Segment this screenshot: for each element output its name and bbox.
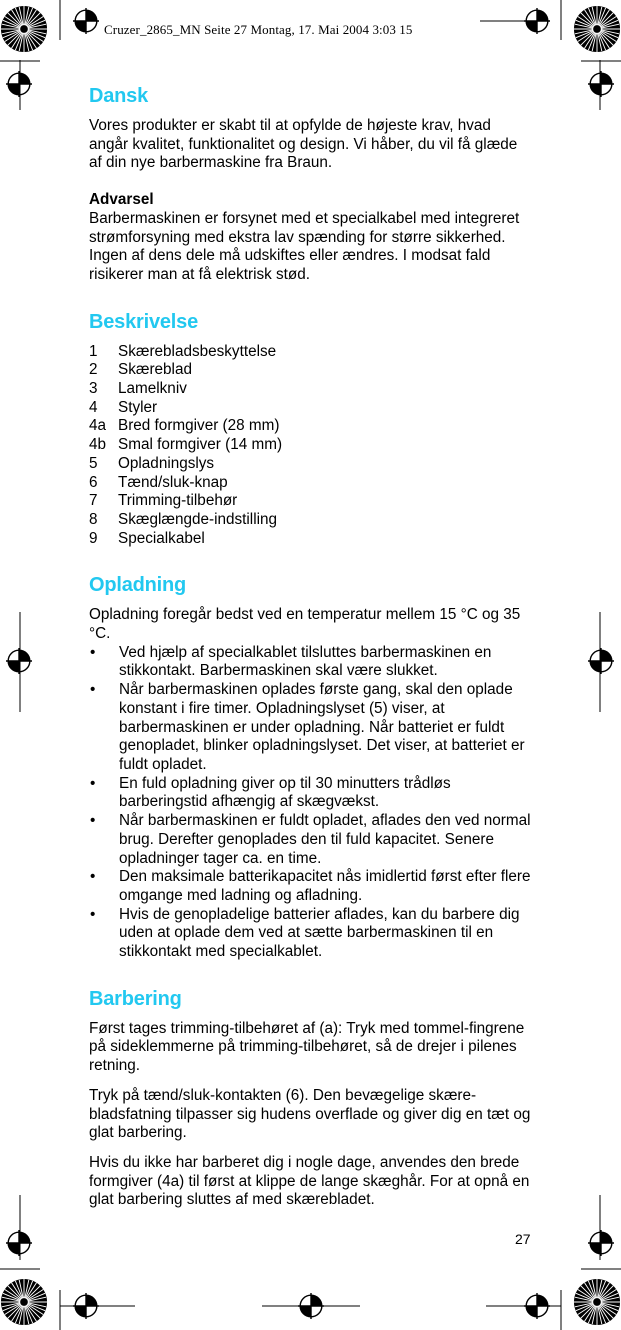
list-item: 1 Skærebladsbeskyttelse [89, 342, 277, 360]
parts-list [89, 343, 534, 549]
section-title-beskrivelse: Beskrivelse [89, 310, 199, 333]
description-section [89, 310, 534, 549]
list-item: • Ved hjælp af specialkablet tilsluttes barbermaskinen en stikkontakt. Barbermaskinen skal være slukket. [90, 643, 492, 680]
shaving-paragraph: Først tages trimming-tilbehøret af (a): Tryk med tommel-fingrene på sideklemmerne på trimming-tilbehøret, så de drejer i pilenes retning. [89, 1019, 525, 1075]
section-title-dansk: Dansk [89, 85, 149, 107]
list-item: • Når barbermaskinen er fuldt opladet, aflades den ved normal brug. Derefter genoplades den til fuld kapacitet. Senere opladninger tager ca. en time. [90, 812, 531, 867]
list-item: 8 Skæglængde-indstilling [89, 510, 278, 528]
intro-paragraph: Vores produkter er skabt til at opfylde de højeste krav, hvad angår kvalitet, funktionalitet og design. Vi håber, du vil få glæde af din nye barbermaskine fra Braun. [89, 117, 518, 172]
list-item: 2 Skæreblad [89, 361, 192, 379]
charging-bullets [89, 644, 534, 962]
list-item: 3 Lamelkniv [89, 380, 187, 398]
list-item: • En fuld opladning giver op til 30 minutters trådløs barberingstid afhængig af skægvækst. [90, 774, 451, 811]
shaving-paragraph: Hvis du ikke har barberet dig i nogle dage, anvendes den brede formgiver (4a) til først at klippe de lange skæghår. For at opnå en glat barbering sluttes af med skærebladet. [89, 1153, 530, 1209]
list-item: 4 Styler [89, 398, 158, 416]
page-content [89, 84, 534, 1235]
list-item: 5 Opladningslys [89, 454, 215, 472]
print-slug: Cruzer_2865_MN Seite 27 Montag, 17. Mai 2004 3:03 15 [104, 22, 413, 37]
section-title-opladning: Opladning [89, 574, 187, 597]
list-item: 4a Bred formgiver (28 mm) [89, 417, 280, 435]
list-item: • Hvis de genopladelige batterier aflades, kan du barbere dig uden at oplade dem ved at sætte barbermaskinen til en stikkontakt med specialkablet. [90, 905, 520, 961]
list-item: • Når barbermaskinen oplades første gang, skal den oplade konstant i fire timer. Opladningslyset (5) viser, at barbermaskinen er under opladning. Når batteriet er fuldt genopladet, blinker opladningslyset. Det viser, at batteriet er fuldt opladet. [90, 681, 525, 773]
list-item: 4b Smal formgiver (14 mm) [89, 436, 283, 454]
warning-title: Advarsel [89, 191, 154, 209]
page-number: 27 [515, 1231, 531, 1247]
intro-section [89, 84, 534, 285]
list-item: • Den maksimale batterikapacitet nås imidlertid først efter flere omgange med ladning og afladning. [90, 868, 531, 904]
shaving-paragraph: Tryk på tænd/sluk-kontakten (6). Den bevægelige skære-bladsfatning tilpasser sig hudens overflade og giver dig en tæt og glat barbering. [89, 1086, 531, 1142]
list-item: 6 Tænd/sluk-knap [89, 473, 228, 491]
section-title-barbering: Barbering [89, 987, 182, 1010]
list-item: 7 Trimming-tilbehør [89, 492, 238, 510]
charging-intro: Opladning foregår bedst ved en temperatur mellem 15 °C og 35 °C. [89, 606, 521, 643]
charging-section [89, 573, 534, 961]
warning-text: Barbermaskinen er forsynet med et specialkabel med integreret strømforsyning med ekstra lav spænding for større sikkerhed. Ingen af dens dele må udskiftes eller ændres. I modsat fald risikerer man at få elektrisk stød. [89, 209, 520, 283]
list-item: 9 Specialkabel [89, 529, 205, 547]
shaving-section [89, 987, 534, 1210]
